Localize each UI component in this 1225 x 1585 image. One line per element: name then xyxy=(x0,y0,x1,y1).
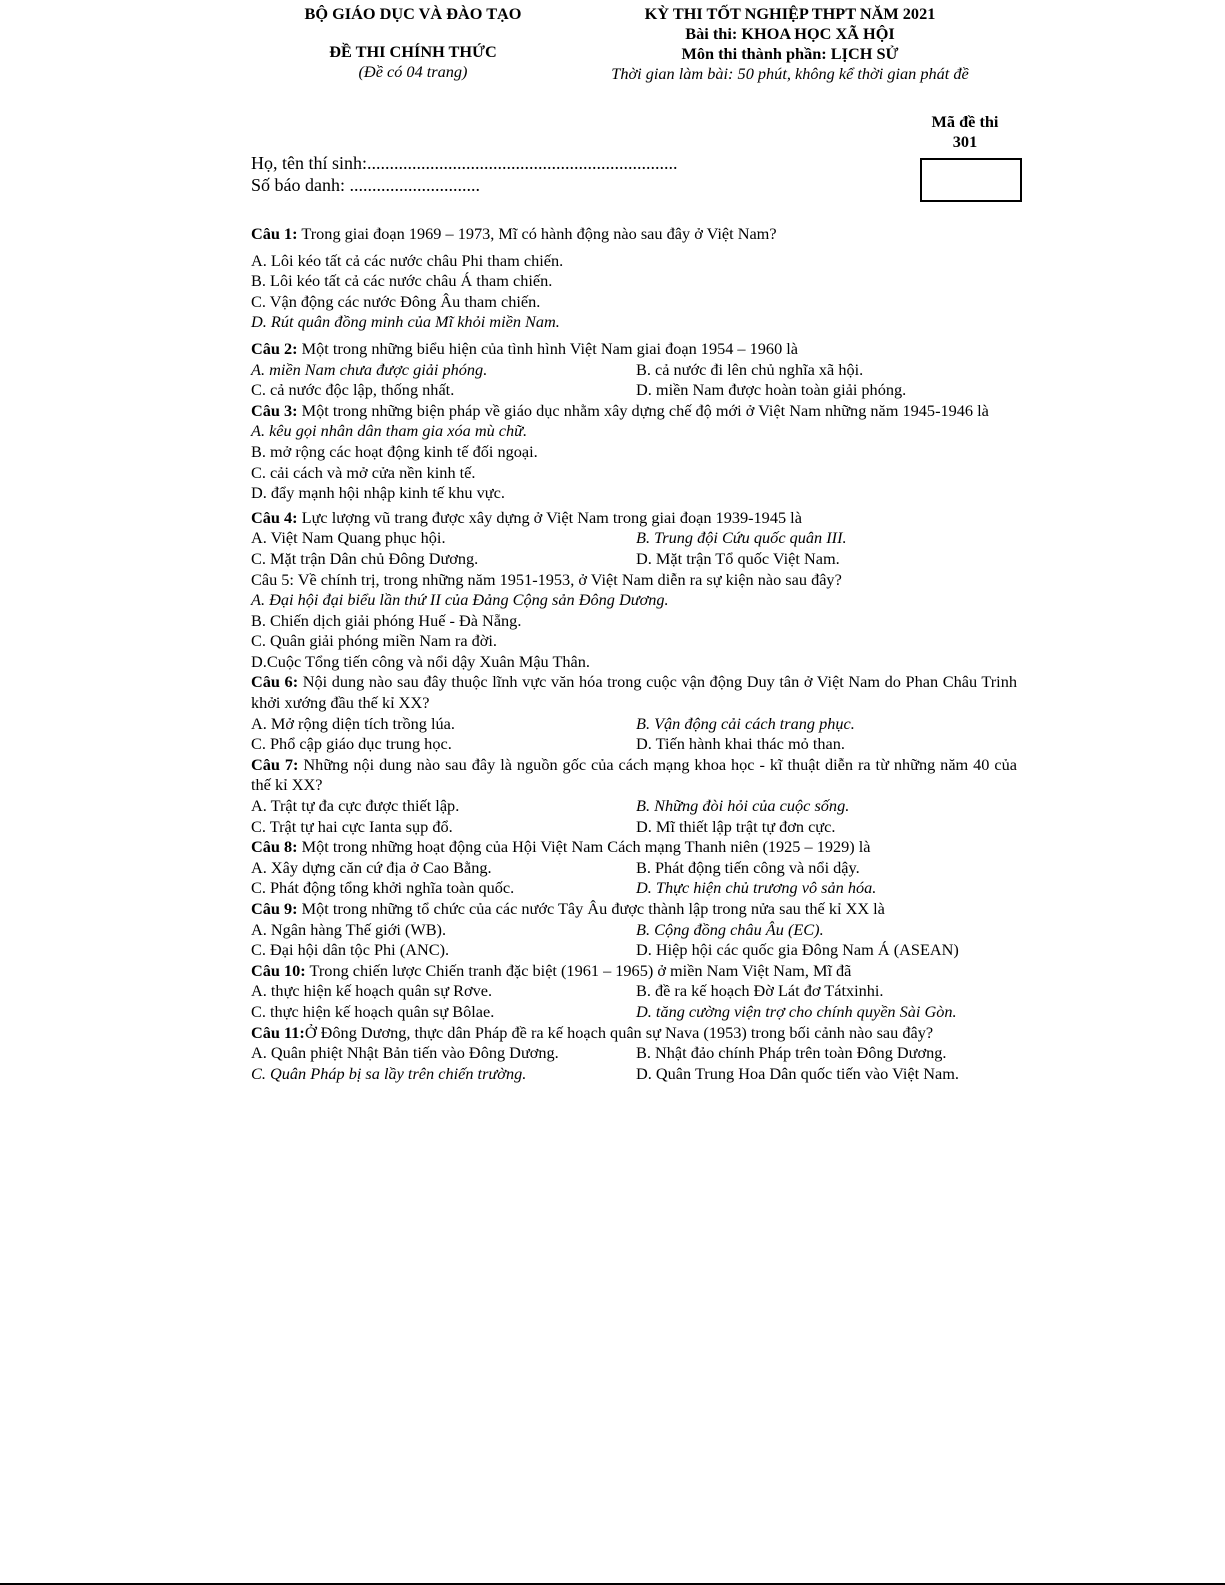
header-left xyxy=(258,4,568,82)
option-c: C. cải cách và mở cửa nền kinh tế. xyxy=(251,462,476,482)
option-b: B. Những đòi hỏi của cuộc sống. xyxy=(636,796,850,816)
subject-group: Bài thi: KHOA HỌC XÃ HỘI xyxy=(685,24,895,43)
question-stem xyxy=(251,224,1017,245)
question-text: Một trong những tổ chức của các nước Tây Âu được thành lập trong nửa sau thế kỉ XX là xyxy=(297,899,885,918)
question-label: Câu 9: xyxy=(251,899,298,918)
option-d: D. Tiến hành khai thác mỏ than. xyxy=(636,734,845,754)
question-label: Câu 8: xyxy=(251,837,298,857)
option-d: D. Thực hiện chủ trương vô sản hóa. xyxy=(636,878,877,898)
exam-code-label: Mã đề thi xyxy=(931,112,999,131)
header-right xyxy=(590,4,990,84)
candidate-name-line: Họ, tên thí sinh:..................................................................... xyxy=(251,153,678,173)
option-d: D. đẩy mạnh hội nhập kinh tế khu vực. xyxy=(251,483,505,503)
question-stem xyxy=(251,570,1017,591)
option-c: C. Quân giải phóng miền Nam ra đời. xyxy=(251,631,497,651)
question-stem xyxy=(251,837,1017,858)
option-c: C. Mặt trận Dân chủ Đông Dương. xyxy=(251,548,479,568)
option-c: C. Trật tự hai cực Ianta sụp đổ. xyxy=(251,816,453,836)
question-text: Trong giai đoạn 1969 – 1973, Mĩ có hành động nào sau đây ở Việt Nam? xyxy=(297,224,777,243)
option-b: B. Cộng đồng châu Âu (EC). xyxy=(636,919,824,939)
option-d: D. tăng cường viện trợ cho chính quyền Sài Gòn. xyxy=(636,1001,957,1021)
question-list xyxy=(251,224,1017,1084)
question-label: Câu 4: xyxy=(251,507,298,527)
option-c: C. cả nước độc lập, thống nhất. xyxy=(251,380,455,400)
option-d: D.Cuộc Tổng tiến công và nổi dậy Xuân Mậu Thân. xyxy=(251,651,590,671)
exam-code-box xyxy=(920,158,1022,202)
question-stem xyxy=(251,339,1017,360)
option-a: A. Mở rộng diện tích trồng lúa. xyxy=(251,713,455,733)
option-a: A. Ngân hàng Thế giới (WB). xyxy=(251,919,447,939)
question-text: Về chính trị, trong những năm 1951-1953, ở Việt Nam diễn ra sự kiện nào sau đây? xyxy=(293,569,842,589)
option-d: D. miền Nam được hoàn toàn giải phóng. xyxy=(636,380,907,400)
question-text: Những nội dung nào sau đây là nguồn gốc của cách mạng khoa học - kĩ thuật diễn ra từ những năm 40 của thế kỉ XX? xyxy=(251,754,1017,795)
question-stem xyxy=(251,1023,1017,1044)
option-a: A. Trật tự đa cực được thiết lập. xyxy=(251,796,460,816)
option-d: D. Rút quân đồng minh của Mĩ khỏi miền Nam. xyxy=(251,312,560,332)
question-7 xyxy=(251,755,1017,837)
question-9 xyxy=(251,899,1017,961)
exam-code xyxy=(920,112,1010,152)
question-6 xyxy=(251,672,1017,754)
ministry-name: BỘ GIÁO DỤC VÀ ĐÀO TẠO xyxy=(304,4,522,23)
question-label: Câu 10: xyxy=(251,960,306,980)
question-stem xyxy=(251,401,1017,422)
question-5 xyxy=(251,570,1017,673)
option-a: A. miền Nam chưa được giải phóng. xyxy=(251,359,488,379)
option-a: A. thực hiện kế hoạch quân sự Rơve. xyxy=(251,981,493,1001)
question-text: Một trong những hoạt động của Hội Việt Nam Cách mạng Thanh niên (1925 – 1929) là xyxy=(297,837,871,857)
question-text: Nội dung nào sau đây thuộc lĩnh vực văn hóa trong cuộc vận động Duy tân ở Việt Nam do Phan Châu Trinh khởi xướng đầu thế kỉ XX? xyxy=(251,672,1017,713)
question-11 xyxy=(251,1023,1017,1085)
question-stem xyxy=(251,899,1017,920)
page-count: (Đề có 04 trang) xyxy=(358,62,468,81)
option-c: C. Phổ cập giáo dục trung học. xyxy=(251,734,452,754)
option-d: D. Hiệp hội các quốc gia Đông Nam Á (ASEAN) xyxy=(636,940,959,960)
question-label: Câu 6: xyxy=(251,672,299,692)
question-label: Câu 7: xyxy=(251,754,299,774)
option-a: A. Việt Nam Quang phục hội. xyxy=(251,528,446,548)
option-b: B. đề ra kế hoạch Đờ Lát đơ Tátxinhi. xyxy=(636,981,884,1001)
question-stem xyxy=(251,508,1017,529)
option-b: B. cả nước đi lên chủ nghĩa xã hội. xyxy=(636,359,864,379)
option-d: D. Quân Trung Hoa Dân quốc tiến vào Việt Nam. xyxy=(636,1063,959,1083)
question-text: Ở Đông Dương, thực dân Pháp đề ra kế hoạch quân sự Nava (1953) trong bối cảnh nào sau đây? xyxy=(304,1022,934,1042)
option-d: D. Mĩ thiết lập trật tự đơn cực. xyxy=(636,816,836,836)
candidate-info xyxy=(251,152,678,196)
subject: Môn thi thành phần: LỊCH SỬ xyxy=(681,44,899,63)
question-text: Một trong những biện pháp về giáo dục nhằm xây dựng chế độ mới ở Việt Nam những năm 1945-1946 là xyxy=(297,400,989,420)
question-label: Câu 3: xyxy=(251,400,298,420)
question-stem xyxy=(251,755,1017,796)
official-exam-label: ĐỀ THI CHÍNH THỨC xyxy=(329,42,497,61)
question-label: Câu 11: xyxy=(251,1022,305,1042)
question-label: Câu 5: xyxy=(251,569,294,589)
question-10 xyxy=(251,961,1017,1023)
question-stem xyxy=(251,961,1017,982)
question-text: Lực lượng vũ trang được xây dựng ở Việt Nam trong giai đoạn 1939-1945 là xyxy=(297,507,802,527)
exam-code-value: 301 xyxy=(952,132,978,151)
option-b: B. Lôi kéo tất cả các nước châu Á tham chiến. xyxy=(251,271,553,291)
option-a: A. Xây dựng căn cứ địa ở Cao Bằng. xyxy=(251,857,492,877)
question-text: Trong chiến lược Chiến tranh đặc biệt (1961 – 1965) ở miền Nam Việt Nam, Mĩ đã xyxy=(305,960,852,980)
option-b: B. Nhật đảo chính Pháp trên toàn Đông Dương. xyxy=(636,1043,947,1063)
question-label: Câu 2: xyxy=(251,338,298,358)
question-4 xyxy=(251,508,1017,570)
option-c: C. Đại hội dân tộc Phi (ANC). xyxy=(251,940,450,960)
candidate-id-line: Số báo danh: ............................. xyxy=(251,175,480,195)
option-a: A. Lôi kéo tất cả các nước châu Phi tham chiến. xyxy=(251,250,564,270)
exam-title: KỲ THI TỐT NGHIỆP THPT NĂM 2021 xyxy=(644,4,936,23)
option-a: A. kêu gọi nhân dân tham gia xóa mù chữ. xyxy=(251,421,528,441)
option-c: C. Vận động các nước Đông Âu tham chiến. xyxy=(251,291,541,311)
option-b: B. mở rộng các hoạt động kinh tế đối ngoại. xyxy=(251,441,538,461)
option-c: C. thực hiện kế hoạch quân sự Bôlae. xyxy=(251,1001,495,1021)
question-label: Câu 1: xyxy=(251,224,298,243)
option-b: B. Phát động tiến công và nổi dậy. xyxy=(636,857,860,877)
option-c: C. Phát động tổng khởi nghĩa toàn quốc. xyxy=(251,878,515,898)
option-d: D. Mặt trận Tổ quốc Việt Nam. xyxy=(636,548,840,568)
option-b: B. Trung đội Cứu quốc quân III. xyxy=(636,528,847,548)
question-text: Một trong những biểu hiện của tình hình Việt Nam giai đoạn 1954 – 1960 là xyxy=(297,338,799,358)
question-stem xyxy=(251,672,1017,713)
question-2 xyxy=(251,339,1017,401)
option-a: A. Quân phiệt Nhật Bản tiến vào Đông Dương. xyxy=(251,1043,559,1063)
time-limit: Thời gian làm bài: 50 phút, không kể thời gian phát đề xyxy=(611,64,969,83)
option-b: B. Chiến dịch giải phóng Huế - Đà Nẵng. xyxy=(251,610,522,630)
question-1 xyxy=(251,224,1017,333)
question-3 xyxy=(251,401,1017,504)
option-c: C. Quân Pháp bị sa lầy trên chiến trường. xyxy=(251,1063,527,1083)
option-b: B. Vận động cải cách trang phục. xyxy=(636,713,855,733)
option-a: A. Đại hội đại biểu lần thứ II của Đảng Cộng sản Đông Dương. xyxy=(251,590,669,610)
question-8 xyxy=(251,837,1017,899)
